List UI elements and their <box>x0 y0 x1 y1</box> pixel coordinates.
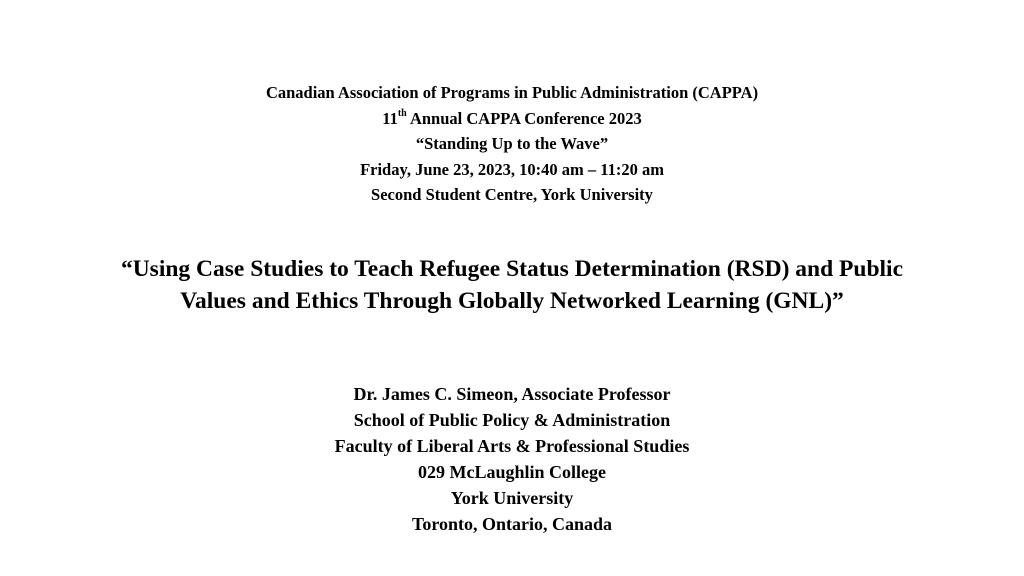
edition-suffix: th <box>397 108 407 119</box>
presenter-school: School of Public Policy & Administration <box>353 410 671 430</box>
presenter-info <box>0 381 1024 537</box>
title-line-1: “Using Case Studies to Teach Refugee Status Determination (RSD) and Public <box>120 256 904 282</box>
conference-info <box>0 80 1024 208</box>
conference-venue: Second Student Centre, York University <box>371 185 653 204</box>
association-name: Canadian Association of Programs in Public Administration (CAPPA) <box>265 83 759 102</box>
edition-number: 11 <box>382 108 398 128</box>
conference-theme: “Standing Up to the Wave” <box>415 134 609 153</box>
presenter-office: 029 McLaughlin College <box>418 462 606 482</box>
presenter-name: Dr. James C. Simeon, Associate Professor <box>353 384 671 404</box>
edition-rest: Annual CAPPA Conference 2023 <box>406 108 642 128</box>
presentation-title <box>0 253 1024 317</box>
conference-datetime: Friday, June 23, 2023, 10:40 am – 11:20 am <box>360 159 664 179</box>
title-line-2: Values and Ethics Through Globally Networked Learning (GNL)” <box>180 288 844 314</box>
presenter-university: York University <box>450 488 574 508</box>
conference-edition <box>0 106 1024 132</box>
presenter-location: Toronto, Ontario, Canada <box>411 514 613 534</box>
presenter-faculty: Faculty of Liberal Arts & Professional Studies <box>334 436 690 456</box>
